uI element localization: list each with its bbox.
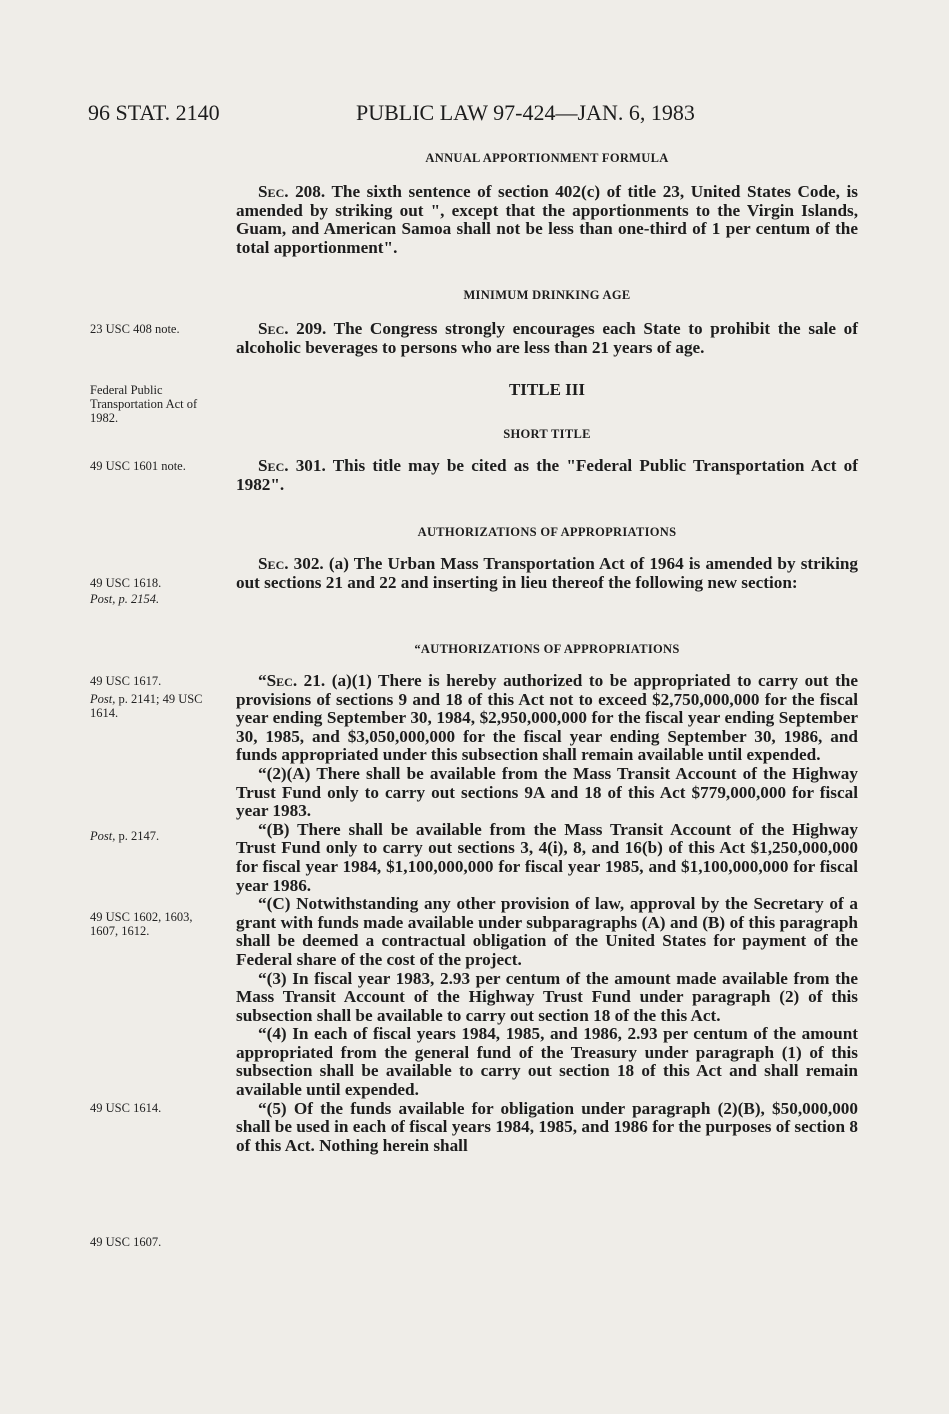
- paragraph-2c: “(C) Notwithstanding any other provision of law, approval by the Secretary of a grant with funds made available under subparagraphs (A) and (B) of this paragraph shall be deemed a contractual obligation of the United States for payment of the Federal share of the cost of the project.: [236, 894, 858, 969]
- short-title-heading: SHORT TITLE: [503, 427, 591, 441]
- margin-note-23-usc-408: 23 USC 408 note.: [90, 322, 180, 336]
- post-2147-text: p. 2147.: [118, 829, 160, 843]
- margin-note-post-2147: [90, 829, 218, 843]
- sec-301-paragraph: [236, 457, 858, 494]
- paragraph-2b: “(B) There shall be available from the Mass Transit Account of the Highway Trust Fund only to carry out sections 3, 4(i), 8, and 16(b) of this Act $1,250,000,000 for fiscal year 1984, $1,100,000,000 for fiscal year 1985, and $1,100,000,000 for fiscal year 1986.: [236, 819, 858, 895]
- sec-208-paragraph: [236, 183, 858, 257]
- margin-note-49-usc-1602: 49 USC 1602, 1603, 1607, 1612.: [90, 910, 193, 938]
- margin-note-49-usc-1607: 49 USC 1607.: [90, 1235, 162, 1249]
- public-law-header: PUBLIC LAW 97-424—JAN. 6, 1983: [356, 100, 695, 125]
- post-label-2: Post,: [90, 829, 116, 843]
- minimum-drinking-age-heading: MINIMUM DRINKING AGE: [463, 288, 631, 302]
- sec-21-a1-text: (a)(1) There is hereby authorized to be appropriated to carry out the provisions of sections 9 and 18 of this Act not to exceed $2,750,000,000 for the fiscal year ending September 30, 1984, $2,950,000,000 for the fiscal year ending September 30, 1985, and $3,050,000,000 for the fiscal year ending September 30, 1986, and funds appropriated under this subsection shall remain available until expended.: [236, 671, 858, 765]
- paragraph-2a: “(2)(A) There shall be available from the Mass Transit Account of the Highway Trust Fund only to carry out sections 9A and 18 of this Act $779,000,000 for fiscal year 1983.: [236, 763, 858, 821]
- margin-note-49-usc-1601: 49 USC 1601 note.: [90, 459, 186, 473]
- annual-apportionment-heading: ANNUAL APPORTIONMENT FORMULA: [425, 151, 669, 165]
- sec-209-paragraph: [236, 320, 858, 357]
- margin-note-post-2141: [90, 692, 218, 720]
- margin-note-49-usc-1618: 49 USC 1618.: [90, 576, 162, 590]
- margin-note-post-2154: [90, 592, 218, 606]
- sec-209-label: Sec. 209.: [258, 319, 327, 338]
- paragraph-4: “(4) In each of fiscal years 1984, 1985, and 1986, 2.93 per centum of the amount appropriated from the general fund of the Treasury under paragraph (1) of this subsection shall be available to carry out section 18 of this Act and shall remain available until expended.: [236, 1024, 858, 1100]
- margin-note-49-usc-1614: 49 USC 1614.: [90, 1101, 162, 1115]
- paragraph-5: “(5) Of the funds available for obligation under paragraph (2)(B), $50,000,000 shall be used in each of fiscal years 1984, 1985, and 1986 for the purposes of section 8 of this Act. Nothing herein shall: [236, 1098, 858, 1155]
- sec-301-label: Sec. 301.: [258, 456, 326, 475]
- margin-note-49-usc-1617: 49 USC 1617.: [90, 674, 162, 688]
- sec-302-label: Sec. 302.: [258, 554, 324, 573]
- sec-209-text: The Congress strongly encourages each State to prohibit the sale of alcoholic beverages to persons who are less than 21 years of age.: [236, 319, 858, 357]
- title-iii-heading: TITLE III: [508, 380, 586, 399]
- sec-302-text: (a) The Urban Mass Transportation Act of 1964 is amended by striking out sections 21 and 22 and inserting in lieu thereof the following new section:: [236, 554, 858, 592]
- authorizations-heading: AUTHORIZATIONS OF APPROPRIATIONS: [417, 525, 677, 539]
- sec-21-body: [236, 672, 858, 1155]
- sec-302-paragraph: [236, 555, 858, 592]
- post-2141-text: p. 2141; 49 USC 1614.: [90, 692, 203, 720]
- sec-21-label: “Sec. 21.: [258, 671, 326, 690]
- post-2154-text: Post, p. 2154.: [90, 592, 160, 606]
- sec-301-text: This title may be cited as the "Federal Public Transportation Act of 1982".: [236, 456, 858, 494]
- sec-208-text: The sixth sentence of section 402(c) of title 23, United States Code, is amended by striking out ", except that the apportionments to the Virgin Islands, Guam, and American Samoa shall not be less than one-third of 1 per centum of the total apportionment".: [236, 182, 858, 257]
- quoted-authorizations-heading: “AUTHORIZATIONS OF APPROPRIATIONS: [414, 642, 680, 656]
- post-label: Post,: [90, 692, 116, 706]
- margin-note-federal-public-transportation-act: Federal Public Transportation Act of 1982.: [90, 383, 198, 425]
- paragraph-3: “(3) In fiscal year 1983, 2.93 per centum of the amount made available from the Mass Transit Account of the Highway Trust Fund under paragraph (2) of this subsection shall be available to carry out section 18 of the this Act.: [236, 968, 858, 1025]
- stat-page-number: 96 STAT. 2140: [88, 100, 220, 125]
- sec-208-label: Sec. 208.: [258, 182, 326, 201]
